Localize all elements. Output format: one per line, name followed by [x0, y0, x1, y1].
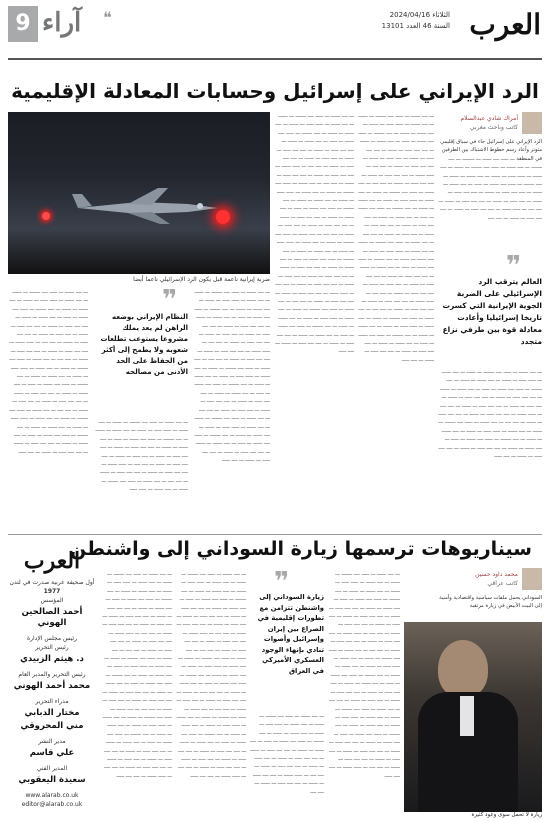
red-light: [216, 210, 230, 224]
article2-intro: [438, 594, 542, 620]
article1-body-text: الرد الإيراني على إسرائيل جاء في سياق إقليمي متوتر وأعاد رسم خطوط الاشتباك بين الطرفين في المنطقة: [440, 139, 542, 162]
author-role: كاتب وباحث مغربي: [469, 124, 518, 131]
article1-column-3: ـــ ــــ ــــــ ـــ ـــــ ــــ ـــــــ ـــ ــــــ ـــ ــــ ــــــ ـــ ـــــ ـــــ ـــ ــــــ ـــ ــــ ــــــ ـــ ــــــ ـــ ــــ ـــــــ ـــ ـــــ ــــ ــــــ ـــ ـــــ ـــ ــــ ــــــ ـــ ــــــ ـــ ــــ ــــ ـــــ ـــ ــــــ ـــ ــــ ــــ ـــــ ـــ ــــــ ـــ ــــ ـــــ ـــ ــــــ ـــ ــــ ــــ ـــــ ـــ ــــــ ـــ ــــ ــــ ـــ ـــــ ــــــ ـــ ــــ ــــ ـــــ ـــ ــــــ ـــ ــــ ــــ ـــــ ـــ ــــــ ـــ ــــ ــــ ـــ ــــ ــــــ ـــ ـــــ ــــ ـــــــ ـــ ــــــ ـــ ــــ ــــــ ـــ ـــــ ـــــ ـــ ــــــ ـــ ــــ ــــــ ـــ ــــــ ـــ ــــ ـــــــ ـــ ـــــ ــــ ــــــ ـــ ـــــ ـــ ــــ ــــــ ـــ ــــــ ـــ ــــ ــــ ـــــ ـــ ــــــ ـــ ــــ ــــ ـــــ ـــ ــــــ ـــ ــــ ـــــ ـــ ــــــ ـــ ــــ ــــ ـــ ــــ ــــــ ـــ ـــــ ــــ ـــــــ ـــ ــــــ ـــ ــــ ــــــ ـــ ـــــ ـــــ ـــ ــــــ ـــ ــــ ــــــ ـــ ــــــ ـــ ــــ ـــــــ ـــ ـــــ ــــ ــــــ ـــ ـــــ ـــ ــــ ــــــ ـــ ــــــ ـــ ــــ ــــ ـــــ ـــ ــــــ ـــ ــــ ــــ ـــــ ـــ ــــــ ـــ ــــ ـــــ ـــ ــــــ ـــ ــــ ــــ ـــــ ـــ ــــــ ـــ ــــ ــــ ـــ ـــــ ــــــ ـــ ــــ ــــ ـــــ ـــ ــــــ ـــ ــــ ــــ ـــــ ـــ ــــــ ـــ ــــ ــــ ـــ ــــ ــــــ ـــ ـــــ ــــ ـــــــ ـــ ــــــ ـــ ــــ ــــــ ـــ ـــــ ـــــ ـــ ــــــ ـــ ــــ ــــــ ـــ ــــــ ـــ ــــ ـــــــ ـــ ـــــ ــــ ــــــ ـــ ـــــ ـــ ــــ ــــــ ـــ ــــــ ـــ ــــ ــــ ـــــ ـــ ــــــ ـــ ــــ ــــ ـــــ ـــ ــــــ ـــ ــــ ـــــ: [275, 113, 354, 355]
issue-info: [330, 10, 450, 32]
author-name: محمد داود حسين: [475, 571, 518, 578]
quote-mark-icon: ❝: [103, 8, 112, 27]
issue-number: السنة 46 العدد 13101: [381, 22, 450, 30]
deputy1-name: مختار الدبابي: [24, 708, 80, 718]
person-head: [438, 640, 488, 698]
article1-column-1b: ـــ ــــ ــــــ ـــ ـــــ ــــ ـــــــ ـــ ــــــ ـــ ــــ ــــــ ـــ ـــــ ـــــ ـــ ــــــ ـــ ــــ ــــــ ـــ ــــــ ـــ ــــ ـــــــ ـــ ـــــ ــــ ــــــ ـــ ـــــ ـــ ــــ ــــــ ـــ ــــــ ـــ ــــ ــــ ـــــ ـــ ــــــ ـــ ــــ ــــ ـــــ ـــ ــــــ ـــ ــــ ـــــ ـــ ــــــ ـــ ــــ ــــ ـــــ ـــ ــــــ ـــ ــــ ــــ ـــ ـــــ ــــــ ـــ ــــ ــــ ـــــ ـــ ــــــ ـــ ــــ ــــ ـــــ ـــ ــــــ ـــ ــــ ــــ ـــ ــــ ــــــ ـــ ـــــ ــــ ـــــــ ـــ ــــــ ـــ ــــ ــــــ ـــ ـــــ ـــــ ـــ ــــــ ـــ ــــ ــــــ ـــ ــــــ ـــ ــــ ـــــــ ـــ ـــــ ــــ ــــــ ـــ ـــــ ـــ ــــ ــــــ ـــ ــــــ ـــ ــــ ــــ ـــــ ـــ ــــــ ـــ ــــ ــــ ـــــ ـــ ــــــ ـــ ــــ ـــــ: [438, 369, 542, 460]
article2-column-4: ـــ ــــ ــــــ ـــ ـــــ ــــ ـــــــ ـــ ــــــ ـــ ــــ ــــــ ـــ ـــــ ـــــ ـــ ــــــ ـــ ــــ ــــــ ـــ ــــــ ـــ ــــ ـــــــ ـــ ـــــ ــــ ــــــ ـــ ـــــ ـــ ــــ ــــــ ـــ ــــــ ـــ ــــ ــــ ـــــ ـــ ــــــ ـــ ــــ ــــ ـــــ ـــ ــــــ ـــ ــــ ـــــ ـــ ــــــ ـــ ــــ ــــ ـــــ ـــ ــــــ ـــ ــــ ــــ ـــ ـــــ ــــــ ـــ ــــ ــــ ـــــ ـــ ــــــ ـــ ــــ ــــ ـــــ ـــ ــــــ ـــ ــــ ــــ ـــ ــــ ــــــ ـــ ـــــ ــــ ـــــــ ـــ ــــــ ـــ ــــ ــــــ ـــ ـــــ ـــــ ـــ ــــــ ـــ ــــ ــــــ ـــ ــــــ ـــ ــــ ـــــــ ـــ ـــــ ــــ ــــــ ـــ ـــــ ـــ ــــ ــــــ ـــ ــــــ ـــ ــــ ــــ ـــــ ـــ ــــــ ـــ ــــ ــــ ـــــ ـــ ــــــ ـــ ــــ ـــــ ـــ ــــــ ـــ ــــ ــــ ـــ ــــ ــــــ ـــ ـــــ ــــ ـــــــ ـــ ــــــ ـــ ــــ ــــــ ـــ ـــــ ـــــ ـــ ــــــ ـــ ــــ ــــــ ـــ ــــــ ـــ ــــ ـــــــ ـــ ـــــ ــــ ــــــ ـــ ـــــ ـــ ــــ ــــــ ـــ ــــــ ـــ ــــ ــــ ـــــ ـــ ــــــ ـــ ــــ ــــ ـــــ ـــ ــــــ ـــ ــــ ـــــ ـــ ــــــ ـــ ــــ ــــ ـــــ ـــ ــــــ ـــ ــــ ــــ ـــ ـــــ ــــــ ـــ ــــ ــــ ـــــ: [176, 571, 246, 779]
issue-date: الثلاثاء 2024/04/16: [389, 11, 450, 19]
masthead-year: 1977: [43, 588, 61, 595]
deputy2-name: مني المحروقي: [20, 721, 84, 731]
article1-column-5: ـــ ــــ ــــــ ـــ ـــــ ــــ ـــــــ ـــ ــــــ ـــ ــــ ــــــ ـــ ـــــ ـــــ ـــ ــــــ ـــ ــــ ــــــ ـــ ــــــ ـــ ــــ ـــــــ ـــ ـــــ ــــ ــــــ ـــ ـــــ ـــ ــــ ــــــ ـــ ــــــ ـــ ــــ ــــ ـــــ ـــ ــــــ ـــ ــــ ــــ ـــــ ـــ ــــــ ـــ ــــ ـــــ ـــ ــــــ ـــ ــــ ــــ ـــــ ـــ ــــــ ـــ ــــ ــــ ـــ ـــــ ــــــ ـــ ــــ ــــ ـــــ ـــ ــــــ ـــ ــــ ــــ ـــــ ـــ ــــــ ـــ ــــ ــــ ـــ ــــ ــــــ ـــ ـــــ ــــ ـــــــ ـــ ــــــ ـــ ــــ ــــــ ـــ ـــــ ـــــ: [95, 419, 188, 493]
article2-photo-caption: زيارة لا تحمل سوى وعود كثيرة: [471, 812, 542, 818]
masthead-box: [8, 548, 96, 816]
article1-pull-quote-right: العالم يترقب الرد الإسرائيلي على الضربة الجوية الإيرانية التي كسرت تاريخا إسرائيليا وأعادت معادلة قوة بين طرفي نزاع متجدد: [442, 277, 542, 346]
quote-mark-icon: ❞: [274, 567, 290, 597]
masthead-logo: العرب: [23, 548, 81, 574]
deputy-label: مدراء التحرير: [35, 698, 69, 705]
article2-author: [438, 568, 542, 590]
article1-photo: [8, 112, 270, 274]
page-number: 9: [8, 6, 38, 42]
email-link[interactable]: editor@alarab.co.uk: [21, 801, 83, 808]
founder-name: أحمد الصالحين الهوني: [21, 607, 83, 628]
ceo-title: رئيس التحرير: [35, 644, 69, 651]
article2-body-text: السوداني يحمل ملفات سياسية واقتصادية وأمنية إلى البيت الأبيض في زيارة مرتقبة: [439, 595, 542, 610]
author-role: كاتب عراقي: [487, 580, 518, 587]
article1-pull-quote-middle: النظام الإيراني بوضعه الراهن لم يعد يملك مشروعا يستوعب تطلعات شعوبه ولا يطمح إلى أكثر من الحفاظ على الحد الأدنى من مصالحه: [100, 313, 188, 376]
article2-headline: سيناريوهات ترسمها زيارة السوداني إلى واشنطن: [70, 538, 532, 560]
gm-name: محمد أحمد الهوني: [13, 681, 91, 691]
article1-column-4: ـــ ــــ ــــــ ـــ ـــــ ــــ ـــــــ ـــ ــــــ ـــ ــــ ــــــ ـــ ـــــ ـــــ ـــ ــــــ ـــ ــــ ــــــ ـــ ــــــ ـــ ــــ ـــــــ ـــ ـــــ ــــ ــــــ ـــ ـــــ ـــ ــــ ــــــ ـــ ــــــ ـــ ــــ ــــ ـــــ ـــ ــــــ ـــ ــــ ــــ ـــــ ـــ ــــــ ـــ ــــ ـــــ ـــ ــــــ ـــ ــــ ــــ ـــــ ـــ ــــــ ـــ ــــ ــــ ـــ ـــــ ــــــ ـــ ــــ ــــ ـــــ ـــ ــــــ ـــ ــــ ــــ ـــــ ـــ ــــــ ـــ ــــ ــــ ـــ ــــ ــــــ ـــ ـــــ ــــ ـــــــ ـــ ــــــ ـــ ــــ ــــــ ـــ ـــــ ـــــ ـــ ــــــ ـــ ــــ ــــــ ـــ ــــــ ـــ ــــ ـــــــ ـــ ـــــ ــــ ــــــ ـــ ـــــ ـــ ــــ ــــــ ـــ ــــــ ـــ ــــ ــــ ـــــ ـــ ــــــ ـــ ــــ ــــ ـــــ ـــ ــــــ ـــ ــــ ـــــ ـــ ــــــ ـــ ــــ ــــ ـــ ــــ ــــــ ـــ ـــــ ــــ ـــــــ ـــ ــــــ ـــ ــــ ــــــ ـــ ـــــ ـــــ ـــ ــــــ ـــ ــــ ــــــ ـــ ــــــ ـــ ــــ ـــــــ ـــ ـــــ ــــ ــــــ ـــ ـــــ ـــ ــــ ــــــ ـــ ــــــ ـــ ــــ ــــ ـــــ ـــ ــــــ ـــ ــــ ــــ ـــــ ـــ ــــــ ـــ ــــ ـــــ: [194, 289, 270, 464]
article2-pull-quote: زيارة السوداني إلى واشنطن تتزامن مع تطورات إقليمية في الصراع بين إيران وإسرائيل وأصوات تنادي بإنهاء الوجود العسكري الأميركي في العراق: [257, 593, 324, 675]
fighter-jet-illustration: [68, 182, 228, 226]
header-divider: [8, 58, 542, 60]
art-director-name: سعيدة اليعقوبي: [18, 775, 86, 785]
newspaper-logo: العرب: [469, 8, 541, 41]
author-avatar: [522, 112, 542, 134]
article1-headline: الرد الإيراني على إسرائيل وحسابات المعادلة الإقليمية: [11, 79, 539, 103]
shirt-collar: [460, 696, 474, 736]
masthead-tagline: أول صحيفة عربية صدرت في لندن: [9, 579, 95, 586]
author-name: أمراك شادي عبدالسلام: [460, 115, 518, 122]
article1-photo-caption: ضربة إيرانية ناعمة قبل يكون الرد الإسرائيلي ناعما أيضا: [133, 276, 270, 283]
article2-column-3: ـــ ــــ ــــــ ـــ ـــــ ــــ ـــــــ ـــ ــــــ ـــ ــــ ــــــ ـــ ـــــ ـــــ ـــ ــــــ ـــ ــــ ــــــ ـــ ــــــ ـــ ــــ ـــــــ ـــ ـــــ ــــ ــــــ ـــ ـــــ ـــ ــــ ــــــ ـــ ــــــ ـــ ــــ ــــ ـــــ ـــ ــــــ ـــ ــــ ــــ ـــــ ـــ ــــــ ـــ ــــ ـــــ ـــ ــــــ ـــ ــــ ــــ ـــــ ـــ ــــــ ـــ ــــ ــــ ـــ ـــــ ــــــ ـــ ــــ ــــ ـــــ ـــ ــــــ ـــ ــــ ــــ ـــــ ـــ ــــــ ـــ ــــ ــــ: [250, 713, 324, 795]
section-title: آراء: [42, 8, 82, 38]
article1-column-6: ـــ ــــ ــــــ ـــ ـــــ ــــ ـــــــ ـــ ــــــ ـــ ــــ ــــــ ـــ ـــــ ـــــ ـــ ــــــ ـــ ــــ ــــــ ـــ ــــــ ـــ ــــ ـــــــ ـــ ـــــ ــــ ــــــ ـــ ـــــ ـــ ــــ ــــــ ـــ ــــــ ـــ ــــ ــــ ـــــ ـــ ــــــ ـــ ــــ ــــ ـــــ ـــ ــــــ ـــ ــــ ـــــ ـــ ــــــ ـــ ــــ ــــ ـــــ ـــ ــــــ ـــ ــــ ــــ ـــ ـــــ ــــــ ـــ ــــ ــــ ـــــ ـــ ــــــ ـــ ــــ ــــ ـــــ ـــ ــــــ ـــ ــــ ــــ ـــ ــــ ــــــ ـــ ـــــ ــــ ـــــــ ـــ ــــــ ـــ ــــ ــــــ ـــ ـــــ ـــــ ـــ ــــــ ـــ ــــ ــــــ ـــ ــــــ ـــ ــــ ـــــــ ـــ ـــــ ــــ ــــــ ـــ ـــــ ـــ ــــ ــــــ ـــ ــــــ ـــ ــــ ــــ ـــــ ـــ ــــــ ـــ ــــ ــــ ـــــ ـــ ــــــ ـــ ــــ ـــــ ـــ ــــــ ـــ ــــ ــــ ـــ ــــ ــــــ ـــ ـــــ ــــ ـــــــ ـــ ــــــ ـــ ــــ ــــــ ـــ ـــــ ـــــ ـــ ــــــ ـــ ــــ ــــــ ـــ ــــــ ـــ ــــ ـــــــ ـــ ـــــ ــــ ــــــ ـــ ـــــ ـــ ــــ ــــــ ـــ ــــــ ـــ ــــ ــــ ـــــ ـــ ــــــ ـــ ــــ ــــ ـــــ ـــ ــــــ ـــ ــــ ـــــ: [9, 289, 88, 455]
ceo-label: رئيس مجلس الإدارة: [26, 635, 78, 642]
quote-mark-icon: ❞: [162, 285, 178, 315]
quote-mark-icon: ❞: [506, 251, 522, 281]
website-link[interactable]: www.alarab.co.uk: [25, 792, 79, 799]
red-light: [42, 212, 50, 220]
article2-photo: [404, 622, 542, 812]
article1-column-1: الرد الإيراني على إسرائيل جاء في سياق إقليمي متوتر وأعاد رسم خطوط الاشتباك بين الطرفين في المنطقة ـــ ـــــ ــــ ــــــ ـــ ــــــــ ـــ ــــ ـــــــ ـــ ــــ ــــــ ـــ ـــــ ــــ ـــــــ ـــ ــــــ ـــ ــــ ــــــ ـــ ـــــ ـــــ ـــ ــــــ ـــ ــــ ــــــ ـــ ــــــ ـــ ــــ ـــــــ ـــ ـــــ ــــ ــــــ ـــ ـــــ ـــ ــــ ــــــ ـــ ــــــ ـــ ــــ ــــ ـــــ ـــ ــــــ ـــ ــــ ــــ ـــــ ـــ ــــــ ـــ ــــ ـــــ ـــ ــــــ ـــ ــــ ــــ ـــــ ـــ ــــــ ـــ ــــ ــــ ـــ ـــــ ــــــ ـــ ــــ ــــ ـــــ ـــ ــــــ ـــ ــــ ــــ ـــــ ـــ ــــــ ـــ ــــ ــــ: [438, 139, 542, 221]
author-avatar: [522, 568, 542, 590]
article2-column-2: ـــ ــــ ــــــ ـــ ـــــ ــــ ـــــــ ـــ ــــــ ـــ ــــ ــــــ ـــ ـــــ ـــــ ـــ ــــــ ـــ ــــ ــــــ ـــ ــــــ ـــ ــــ ـــــــ ـــ ـــــ ــــ ــــــ ـــ ـــــ ـــ ــــ ــــــ ـــ ــــــ ـــ ــــ ــــ ـــــ ـــ ــــــ ـــ ــــ ــــ ـــــ ـــ ــــــ ـــ ــــ ـــــ ـــ ــــــ ـــ ــــ ــــ ـــــ ـــ ــــــ ـــ ــــ ــــ ـــ ـــــ ــــــ ـــ ــــ ــــ ـــــ ـــ ــــــ ـــ ــــ ــــ ـــــ ـــ ــــــ ـــ ــــ ــــ ـــ ــــ ــــــ ـــ ـــــ ــــ ـــــــ ـــ ــــــ ـــ ــــ ــــــ ـــ ـــــ ـــــ ـــ ــــــ ـــ ــــ ــــــ ـــ ــــــ ـــ ــــ ـــــــ ـــ ـــــ ــــ ــــــ ـــ ـــــ ـــ ــــ ــــــ ـــ ــــــ ـــ ــــ ــــ ـــــ ـــ ــــــ ـــ ــــ ــــ ـــــ ـــ ــــــ ـــ ــــ ـــــ ـــ ــــــ ـــ ــــ ــــ ـــ ــــ ــــــ ـــ ـــــ ــــ ـــــــ ـــ ــــــ ـــ ــــ ــــــ ـــ ـــــ ـــــ ـــ ــــــ ـــ ــــ ــــــ ـــ ــــــ ـــ ــــ ـــــــ ـــ ـــــ ــــ ــــــ ـــ ـــــ ـــ ــــ ــــــ ـــ ــــــ ـــ ــــ ــــ ـــــ ـــ ــــــ ـــ ــــ ــــ ـــــ ـــ ــــــ ـــ ــــ ـــــ ـــ ــــــ ـــ ــــ ــــ ـــــ ـــ ــــــ ـــ ــــ ــــ ـــ ـــــ ــــــ ـــ ــــ ــــ ـــــ: [329, 571, 400, 779]
article-divider: [8, 534, 542, 535]
article1-column-2: ـــ ــــ ــــــ ـــ ـــــ ــــ ـــــــ ـــ ــــــ ـــ ــــ ــــــ ـــ ـــــ ـــــ ـــ ــــــ ـــ ــــ ــــــ ـــ ــــــ ـــ ــــ ـــــــ ـــ ـــــ ــــ ــــــ ـــ ـــــ ـــ ــــ ــــــ ـــ ــــــ ـــ ــــ ــــ ـــــ ـــ ــــــ ـــ ــــ ــــ ـــــ ـــ ــــــ ـــ ــــ ـــــ ـــ ــــــ ـــ ــــ ــــ ـــــ ـــ ــــــ ـــ ــــ ــــ ـــ ـــــ ــــــ ـــ ــــ ــــ ـــــ ـــ ــــــ ـــ ــــ ــــ ـــــ ـــ ــــــ ـــ ــــ ــــ ـــ ــــ ــــــ ـــ ـــــ ــــ ـــــــ ـــ ــــــ ـــ ــــ ــــــ ـــ ـــــ ـــــ ـــ ــــــ ـــ ــــ ــــــ ـــ ــــــ ـــ ــــ ـــــــ ـــ ـــــ ــــ ــــــ ـــ ـــــ ـــ ــــ ــــــ ـــ ــــــ ـــ ــــ ــــ ـــــ ـــ ــــــ ـــ ــــ ــــ ـــــ ـــ ــــــ ـــ ــــ ـــــ ـــ ــــــ ـــ ــــ ــــ ـــ ــــ ــــــ ـــ ـــــ ــــ ـــــــ ـــ ــــــ ـــ ــــ ــــــ ـــ ـــــ ـــــ ـــ ــــــ ـــ ــــ ــــــ ـــ ــــــ ـــ ــــ ـــــــ ـــ ـــــ ــــ ــــــ ـــ ـــــ ـــ ــــ ــــــ ـــ ــــــ ـــ ــــ ــــ ـــــ ـــ ــــــ ـــ ــــ ــــ ـــــ ـــ ــــــ ـــ ــــ ـــــ ـــ ــــــ ـــ ــــ ــــ ـــــ ـــ ــــــ ـــ ــــ ــــ ـــ ـــــ ــــــ ـــ ــــ ــــ ـــــ ـــ ــــــ ـــ ــــ ــــ ـــــ ـــ ــــــ ـــ ــــ ــــ ـــ ــــ ــــــ ـــ ـــــ ــــ ـــــــ ـــ ــــــ ـــ ــــ ــــــ ـــ ـــــ ـــــ ـــ ــــــ ـــ ــــ ــــــ ـــ ــــــ ـــ ــــ ـــــــ ـــ ـــــ ــــ ــــــ ـــ ـــــ ـــ ــــ ــــــ ـــ ــــــ ـــ ــــ ــــ ـــــ ـــ ــــــ ـــ ــــ ــــ ـــــ ـــ ــــــ ـــ ــــ ـــــ: [358, 113, 434, 363]
publisher-name: علي قاسم: [29, 748, 75, 758]
publisher-label: مدير النشر: [38, 738, 66, 745]
article1-author: [438, 112, 542, 134]
ceo-name: د. هيثم الزبيدي: [20, 654, 84, 664]
article2-column-5: ـــ ــــ ــــــ ـــ ـــــ ــــ ـــــــ ـــ ــــــ ـــ ــــ ــــــ ـــ ـــــ ـــــ ـــ ــــــ ـــ ــــ ــــــ ـــ ــــــ ـــ ــــ ـــــــ ـــ ـــــ ــــ ــــــ ـــ ـــــ ـــ ــــ ــــــ ـــ ــــــ ـــ ــــ ــــ ـــــ ـــ ــــــ ـــ ــــ ــــ ـــــ ـــ ــــــ ـــ ــــ ـــــ ـــ ــــــ ـــ ــــ ــــ ـــــ ـــ ــــــ ـــ ــــ ــــ ـــ ـــــ ــــــ ـــ ــــ ــــ ـــــ ـــ ــــــ ـــ ــــ ــــ ـــــ ـــ ــــــ ـــ ــــ ــــ ـــ ــــ ــــــ ـــ ـــــ ــــ ـــــــ ـــ ــــــ ـــ ــــ ــــــ ـــ ـــــ ـــــ ـــ ــــــ ـــ ــــ ــــــ ـــ ــــــ ـــ ــــ ـــــــ ـــ ـــــ ــــ ــــــ ـــ ـــــ ـــ ــــ ــــــ ـــ ــــــ ـــ ــــ ــــ ـــــ ـــ ــــــ ـــ ــــ ــــ ـــــ ـــ ــــــ ـــ ــــ ـــــ ـــ ــــــ ـــ ــــ ــــ ـــ ــــ ــــــ ـــ ـــــ ــــ ـــــــ ـــ ــــــ ـــ ــــ ــــــ ـــ ـــــ ـــــ ـــ ــــــ ـــ ــــ ــــــ ـــ ــــــ ـــ ــــ ـــــــ ـــ ـــــ ــــ ــــــ ـــ ـــــ ـــ ــــ ــــــ ـــ ــــــ ـــ ــــ ــــ ـــــ ـــ ــــــ ـــ ــــ ــــ ـــــ ـــ ــــــ ـــ ــــ ـــــ ـــ ــــــ ـــ ــــ ــــ ـــــ ـــ ــــــ ـــ ــــ ــــ ـــ ـــــ ــــــ ـــ ــــ ــــ ـــــ: [102, 571, 172, 779]
art-director-label: المدير الفني: [36, 765, 68, 772]
founder-label: المؤسس: [40, 597, 64, 604]
gm-label: رئيس التحرير والمدير العام: [18, 671, 86, 678]
